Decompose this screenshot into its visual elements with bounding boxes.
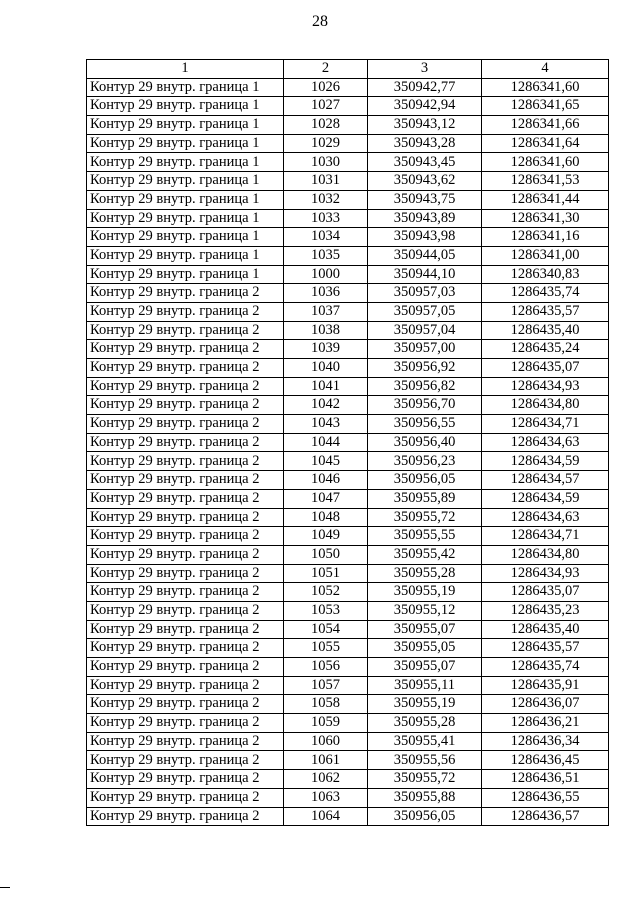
table-row: [87, 714, 609, 733]
contour-name-cell: Контур 29 внутр. граница 1: [87, 97, 284, 116]
contour-name-cell: Контур 29 внутр. граница 1: [87, 190, 284, 209]
y-coordinate-cell: 1286434,63: [482, 508, 609, 527]
contour-name-cell: Контур 29 внутр. граница 2: [87, 377, 284, 396]
table-row: [87, 228, 609, 247]
x-coordinate-cell: 350955,41: [368, 732, 482, 751]
point-number-cell: 1028: [284, 116, 368, 135]
y-coordinate-cell: 1286341,60: [482, 78, 609, 97]
contour-name-cell: Контур 29 внутр. граница 2: [87, 359, 284, 378]
x-coordinate-cell: 350944,05: [368, 246, 482, 265]
table-row: [87, 601, 609, 620]
margin-mark: [0, 887, 10, 888]
y-coordinate-cell: 1286435,40: [482, 321, 609, 340]
y-coordinate-cell: 1286435,07: [482, 583, 609, 602]
y-coordinate-cell: 1286436,45: [482, 751, 609, 770]
contour-name-cell: Контур 29 внутр. граница 2: [87, 396, 284, 415]
column-header-3: 3: [368, 60, 482, 79]
x-coordinate-cell: 350956,55: [368, 415, 482, 434]
coordinates-table: [86, 59, 609, 826]
table-row: [87, 284, 609, 303]
contour-name-cell: Контур 29 внутр. граница 2: [87, 527, 284, 546]
table-row: [87, 78, 609, 97]
y-coordinate-cell: 1286436,51: [482, 770, 609, 789]
x-coordinate-cell: 350956,05: [368, 471, 482, 490]
y-coordinate-cell: 1286434,71: [482, 415, 609, 434]
table-row: [87, 172, 609, 191]
y-coordinate-cell: 1286341,00: [482, 246, 609, 265]
y-coordinate-cell: 1286436,55: [482, 788, 609, 807]
point-number-cell: 1058: [284, 695, 368, 714]
contour-name-cell: Контур 29 внутр. граница 2: [87, 508, 284, 527]
y-coordinate-cell: 1286341,16: [482, 228, 609, 247]
contour-name-cell: Контур 29 внутр. граница 2: [87, 433, 284, 452]
table-row: [87, 639, 609, 658]
contour-name-cell: Контур 29 внутр. граница 2: [87, 340, 284, 359]
contour-name-cell: Контур 29 внутр. граница 1: [87, 265, 284, 284]
y-coordinate-cell: 1286435,23: [482, 601, 609, 620]
x-coordinate-cell: 350955,05: [368, 639, 482, 658]
point-number-cell: 1039: [284, 340, 368, 359]
point-number-cell: 1052: [284, 583, 368, 602]
contour-name-cell: Контур 29 внутр. граница 1: [87, 172, 284, 191]
x-coordinate-cell: 350957,00: [368, 340, 482, 359]
table-header-row: [87, 60, 609, 79]
point-number-cell: 1055: [284, 639, 368, 658]
x-coordinate-cell: 350956,92: [368, 359, 482, 378]
x-coordinate-cell: 350956,23: [368, 452, 482, 471]
x-coordinate-cell: 350955,07: [368, 620, 482, 639]
x-coordinate-cell: 350955,88: [368, 788, 482, 807]
x-coordinate-cell: 350955,72: [368, 770, 482, 789]
x-coordinate-cell: 350955,28: [368, 714, 482, 733]
y-coordinate-cell: 1286341,64: [482, 134, 609, 153]
point-number-cell: 1054: [284, 620, 368, 639]
contour-name-cell: Контур 29 внутр. граница 2: [87, 452, 284, 471]
x-coordinate-cell: 350955,28: [368, 564, 482, 583]
contour-name-cell: Контур 29 внутр. граница 2: [87, 489, 284, 508]
point-number-cell: 1050: [284, 545, 368, 564]
table-row: [87, 545, 609, 564]
table-row: [87, 396, 609, 415]
y-coordinate-cell: 1286435,57: [482, 639, 609, 658]
point-number-cell: 1032: [284, 190, 368, 209]
table-row: [87, 751, 609, 770]
point-number-cell: 1059: [284, 714, 368, 733]
table-row: [87, 134, 609, 153]
y-coordinate-cell: 1286340,83: [482, 265, 609, 284]
point-number-cell: 1046: [284, 471, 368, 490]
point-number-cell: 1033: [284, 209, 368, 228]
y-coordinate-cell: 1286436,57: [482, 807, 609, 826]
contour-name-cell: Контур 29 внутр. граница 1: [87, 134, 284, 153]
point-number-cell: 1049: [284, 527, 368, 546]
x-coordinate-cell: 350942,94: [368, 97, 482, 116]
point-number-cell: 1057: [284, 676, 368, 695]
table-row: [87, 265, 609, 284]
x-coordinate-cell: 350957,05: [368, 302, 482, 321]
y-coordinate-cell: 1286341,60: [482, 153, 609, 172]
contour-name-cell: Контур 29 внутр. граница 2: [87, 545, 284, 564]
point-number-cell: 1060: [284, 732, 368, 751]
table-row: [87, 527, 609, 546]
y-coordinate-cell: 1286341,65: [482, 97, 609, 116]
point-number-cell: 1044: [284, 433, 368, 452]
contour-name-cell: Контур 29 внутр. граница 2: [87, 601, 284, 620]
contour-name-cell: Контур 29 внутр. граница 1: [87, 116, 284, 135]
table-row: [87, 508, 609, 527]
point-number-cell: 1037: [284, 302, 368, 321]
table-row: [87, 116, 609, 135]
table-row: [87, 732, 609, 751]
x-coordinate-cell: 350955,56: [368, 751, 482, 770]
table-row: [87, 302, 609, 321]
x-coordinate-cell: 350955,12: [368, 601, 482, 620]
contour-name-cell: Контур 29 внутр. граница 2: [87, 807, 284, 826]
table-row: [87, 433, 609, 452]
point-number-cell: 1026: [284, 78, 368, 97]
y-coordinate-cell: 1286436,21: [482, 714, 609, 733]
y-coordinate-cell: 1286434,80: [482, 396, 609, 415]
contour-name-cell: Контур 29 внутр. граница 2: [87, 302, 284, 321]
contour-name-cell: Контур 29 внутр. граница 1: [87, 153, 284, 172]
point-number-cell: 1031: [284, 172, 368, 191]
contour-name-cell: Контур 29 внутр. граница 2: [87, 620, 284, 639]
contour-name-cell: Контур 29 внутр. граница 2: [87, 583, 284, 602]
contour-name-cell: Контур 29 внутр. граница 1: [87, 209, 284, 228]
y-coordinate-cell: 1286341,66: [482, 116, 609, 135]
y-coordinate-cell: 1286434,80: [482, 545, 609, 564]
table-row: [87, 620, 609, 639]
table-row: [87, 770, 609, 789]
x-coordinate-cell: 350943,75: [368, 190, 482, 209]
column-header-2: 2: [284, 60, 368, 79]
y-coordinate-cell: 1286434,59: [482, 489, 609, 508]
x-coordinate-cell: 350943,62: [368, 172, 482, 191]
x-coordinate-cell: 350943,98: [368, 228, 482, 247]
x-coordinate-cell: 350956,70: [368, 396, 482, 415]
y-coordinate-cell: 1286435,40: [482, 620, 609, 639]
point-number-cell: 1027: [284, 97, 368, 116]
x-coordinate-cell: 350944,10: [368, 265, 482, 284]
contour-name-cell: Контур 29 внутр. граница 2: [87, 284, 284, 303]
point-number-cell: 1029: [284, 134, 368, 153]
table-row: [87, 452, 609, 471]
y-coordinate-cell: 1286341,30: [482, 209, 609, 228]
x-coordinate-cell: 350955,11: [368, 676, 482, 695]
point-number-cell: 1030: [284, 153, 368, 172]
point-number-cell: 1053: [284, 601, 368, 620]
x-coordinate-cell: 350956,40: [368, 433, 482, 452]
point-number-cell: 1038: [284, 321, 368, 340]
y-coordinate-cell: 1286434,57: [482, 471, 609, 490]
table-row: [87, 340, 609, 359]
x-coordinate-cell: 350955,89: [368, 489, 482, 508]
y-coordinate-cell: 1286434,93: [482, 377, 609, 396]
table-row: [87, 190, 609, 209]
y-coordinate-cell: 1286434,63: [482, 433, 609, 452]
x-coordinate-cell: 350955,42: [368, 545, 482, 564]
point-number-cell: 1035: [284, 246, 368, 265]
table-row: [87, 359, 609, 378]
point-number-cell: 1048: [284, 508, 368, 527]
x-coordinate-cell: 350955,07: [368, 658, 482, 677]
table-row: [87, 321, 609, 340]
y-coordinate-cell: 1286341,44: [482, 190, 609, 209]
point-number-cell: 1063: [284, 788, 368, 807]
contour-name-cell: Контур 29 внутр. граница 2: [87, 321, 284, 340]
y-coordinate-cell: 1286434,59: [482, 452, 609, 471]
contour-name-cell: Контур 29 внутр. граница 1: [87, 228, 284, 247]
x-coordinate-cell: 350956,05: [368, 807, 482, 826]
x-coordinate-cell: 350943,12: [368, 116, 482, 135]
x-coordinate-cell: 350955,19: [368, 583, 482, 602]
table-row: [87, 564, 609, 583]
table-row: [87, 807, 609, 826]
x-coordinate-cell: 350955,72: [368, 508, 482, 527]
table-row: [87, 489, 609, 508]
x-coordinate-cell: 350943,45: [368, 153, 482, 172]
contour-name-cell: Контур 29 внутр. граница 2: [87, 564, 284, 583]
table-row: [87, 676, 609, 695]
contour-name-cell: Контур 29 внутр. граница 1: [87, 78, 284, 97]
x-coordinate-cell: 350957,04: [368, 321, 482, 340]
y-coordinate-cell: 1286435,74: [482, 658, 609, 677]
contour-name-cell: Контур 29 внутр. граница 2: [87, 415, 284, 434]
x-coordinate-cell: 350956,82: [368, 377, 482, 396]
point-number-cell: 1051: [284, 564, 368, 583]
contour-name-cell: Контур 29 внутр. граница 2: [87, 714, 284, 733]
column-header-4: 4: [482, 60, 609, 79]
point-number-cell: 1040: [284, 359, 368, 378]
point-number-cell: 1045: [284, 452, 368, 471]
y-coordinate-cell: 1286435,57: [482, 302, 609, 321]
x-coordinate-cell: 350943,28: [368, 134, 482, 153]
point-number-cell: 1042: [284, 396, 368, 415]
table-row: [87, 97, 609, 116]
table-row: [87, 377, 609, 396]
contour-name-cell: Контур 29 внутр. граница 2: [87, 639, 284, 658]
table-row: [87, 695, 609, 714]
x-coordinate-cell: 350957,03: [368, 284, 482, 303]
table-row: [87, 209, 609, 228]
x-coordinate-cell: 350942,77: [368, 78, 482, 97]
table-row: [87, 471, 609, 490]
contour-name-cell: Контур 29 внутр. граница 2: [87, 695, 284, 714]
contour-name-cell: Контур 29 внутр. граница 2: [87, 471, 284, 490]
point-number-cell: 1047: [284, 489, 368, 508]
y-coordinate-cell: 1286435,24: [482, 340, 609, 359]
y-coordinate-cell: 1286436,07: [482, 695, 609, 714]
point-number-cell: 1036: [284, 284, 368, 303]
contour-name-cell: Контур 29 внутр. граница 2: [87, 788, 284, 807]
contour-name-cell: Контур 29 внутр. граница 2: [87, 751, 284, 770]
point-number-cell: 1000: [284, 265, 368, 284]
contour-name-cell: Контур 29 внутр. граница 1: [87, 246, 284, 265]
table-body: [87, 78, 609, 826]
y-coordinate-cell: 1286435,74: [482, 284, 609, 303]
y-coordinate-cell: 1286435,91: [482, 676, 609, 695]
y-coordinate-cell: 1286434,93: [482, 564, 609, 583]
y-coordinate-cell: 1286436,34: [482, 732, 609, 751]
table-row: [87, 658, 609, 677]
point-number-cell: 1056: [284, 658, 368, 677]
x-coordinate-cell: 350943,89: [368, 209, 482, 228]
contour-name-cell: Контур 29 внутр. граница 2: [87, 770, 284, 789]
y-coordinate-cell: 1286434,71: [482, 527, 609, 546]
point-number-cell: 1034: [284, 228, 368, 247]
column-header-1: 1: [87, 60, 284, 79]
table-row: [87, 788, 609, 807]
point-number-cell: 1062: [284, 770, 368, 789]
contour-name-cell: Контур 29 внутр. граница 2: [87, 658, 284, 677]
page-number: 28: [312, 13, 328, 30]
table-row: [87, 153, 609, 172]
table-row: [87, 246, 609, 265]
table-row: [87, 583, 609, 602]
point-number-cell: 1064: [284, 807, 368, 826]
point-number-cell: 1043: [284, 415, 368, 434]
y-coordinate-cell: 1286435,07: [482, 359, 609, 378]
y-coordinate-cell: 1286341,53: [482, 172, 609, 191]
point-number-cell: 1061: [284, 751, 368, 770]
contour-name-cell: Контур 29 внутр. граница 2: [87, 676, 284, 695]
contour-name-cell: Контур 29 внутр. граница 2: [87, 732, 284, 751]
point-number-cell: 1041: [284, 377, 368, 396]
table-row: [87, 415, 609, 434]
x-coordinate-cell: 350955,55: [368, 527, 482, 546]
x-coordinate-cell: 350955,19: [368, 695, 482, 714]
